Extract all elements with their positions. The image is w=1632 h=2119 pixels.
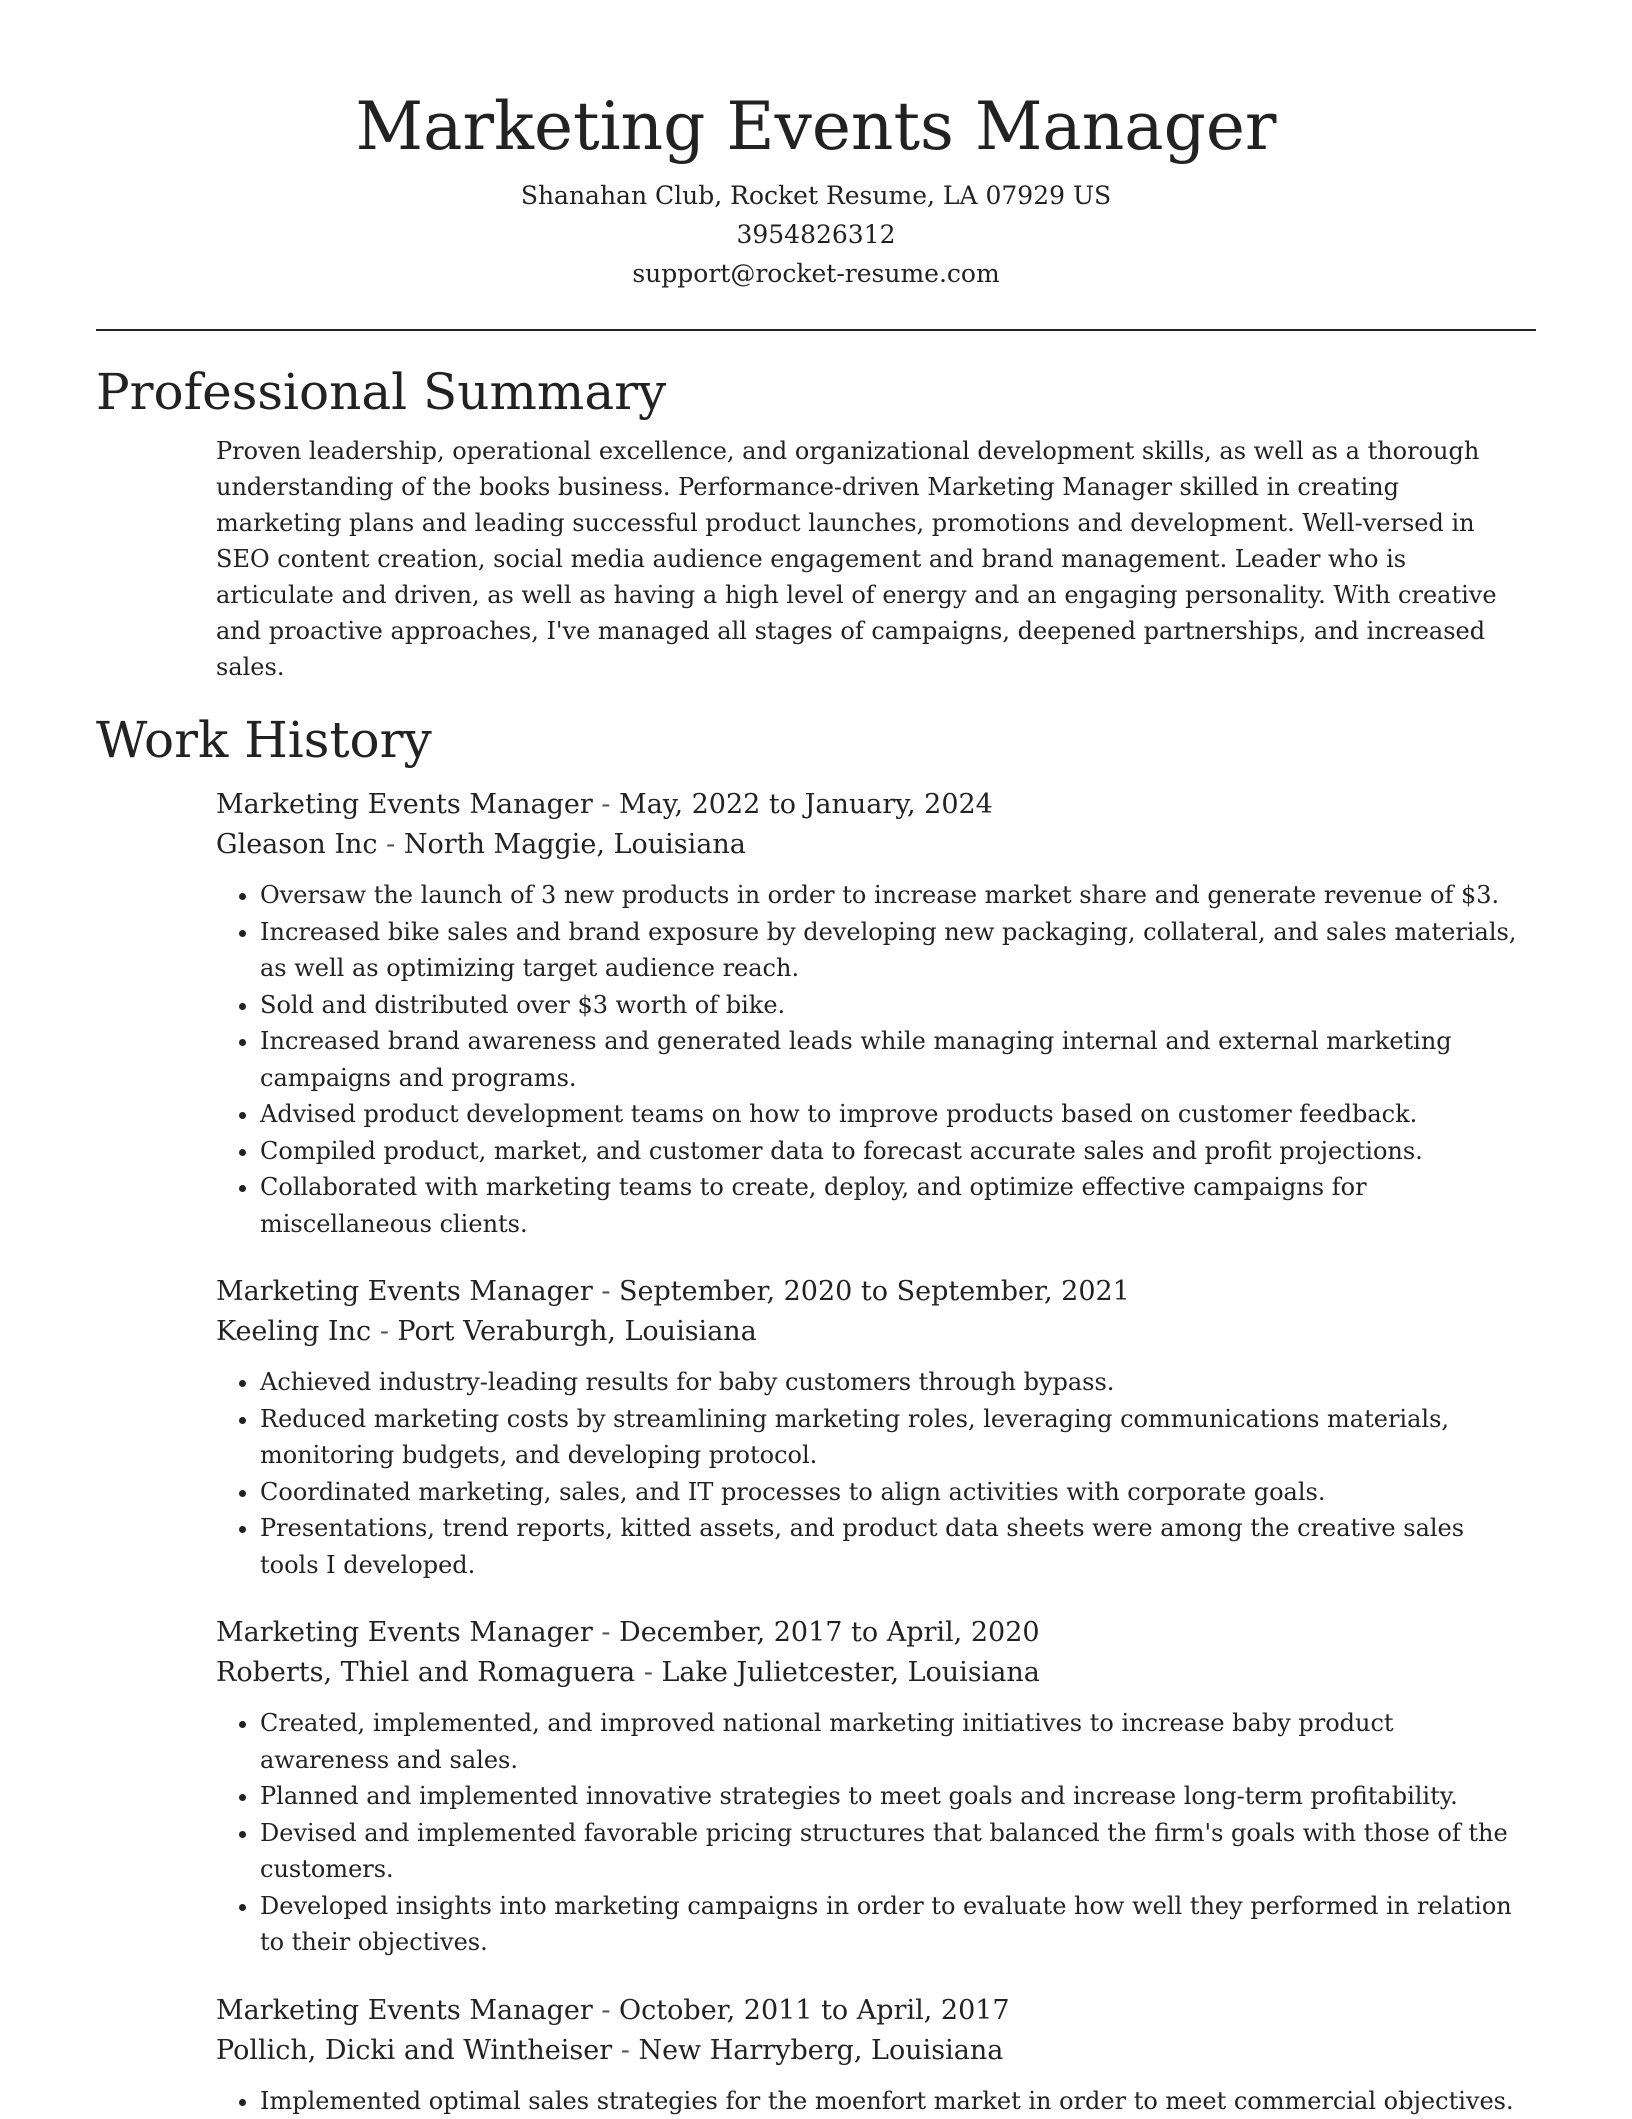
duty-item: • Presentations, trend reports, kitted assets, and product data sheets were among the creative sales tools I developed. [260, 1510, 1528, 1583]
job-title-line [216, 785, 1528, 825]
job-company-line [216, 2031, 1528, 2071]
job-location: North Maggie, Louisiana [404, 829, 746, 860]
job-location: Lake Julietcester, Louisiana [661, 1657, 1039, 1688]
job-duties [216, 877, 1528, 1242]
job-title: Marketing Events Manager [216, 1276, 593, 1307]
contact-block [96, 176, 1536, 293]
job-entry [216, 1613, 1528, 1961]
job-company: Gleason Inc [216, 829, 378, 860]
job-dates: September, 2020 to September, 2021 [619, 1276, 1130, 1307]
duty-item: • Sold and distributed over $3 worth of bike. [260, 987, 1528, 1024]
job-dates: December, 2017 to April, 2020 [619, 1617, 1040, 1648]
job-company: Keeling Inc [216, 1316, 371, 1347]
duty-item: • Increased bike sales and brand exposure by developing new packaging, collateral, and sales materials, as well as optimizing target audience reach. [260, 914, 1528, 987]
job-title: Marketing Events Manager [216, 1617, 593, 1648]
contact-email: support@rocket-resume.com [96, 254, 1536, 293]
job-separator: - [593, 1995, 619, 2026]
contact-phone: 3954826312 [96, 215, 1536, 254]
job-separator: - [593, 789, 619, 820]
job-separator: - [612, 2035, 638, 2066]
job-dates: October, 2011 to April, 2017 [619, 1995, 1010, 2026]
resume-page [96, 0, 1536, 2119]
job-entry [216, 1991, 1528, 2119]
section-heading-summary: Professional Summary [96, 361, 1536, 423]
job-company-line [216, 825, 1528, 865]
duty-item: • Planned and implemented innovative strategies to meet goals and increase long-term profitability. [260, 1778, 1528, 1815]
duty-item: • Oversaw the launch of 3 new products in order to increase market share and generate revenue of $3. [260, 877, 1528, 914]
duty-item: • Increased brand awareness and generated leads while managing internal and external marketing campaigns and programs. [260, 1023, 1528, 1096]
duty-item: • Reduced marketing costs by streamlining marketing roles, leveraging communications materials, monitoring budgets, and developing protocol. [260, 1401, 1528, 1474]
candidate-title: Marketing Events Manager [96, 86, 1536, 168]
summary-text: Proven leadership, operational excellence, and organizational development skills, as well as a thorough understanding of the books business. Performance-driven Marketing Manager skilled in creating marketing plans and leading successful product launches, promotions and development. Well-versed in SEO content creation, social media audience engagement and brand management. Leader who is articulate and driven, as well as having a high level of energy and an engaging personality. With creative and proactive approaches, I've managed all stages of campaigns, deepened partnerships, and increased sales. [216, 433, 1528, 685]
duty-item: • Achieved industry-leading results for baby customers through bypass. [260, 1364, 1528, 1401]
duty-item: • Advised product development teams on how to improve products based on customer feedback. [260, 1096, 1528, 1133]
contact-address: Shanahan Club, Rocket Resume, LA 07929 US [96, 176, 1536, 215]
job-separator: - [378, 829, 404, 860]
job-separator: - [593, 1276, 619, 1307]
duty-item: • Developed insights into marketing campaigns in order to evaluate how well they performed in relation to their objectives. [260, 1888, 1528, 1961]
resume-header [96, 0, 1536, 293]
job-title-line [216, 1613, 1528, 1653]
job-duties [216, 1364, 1528, 1583]
job-entry [216, 785, 1528, 1242]
job-company: Pollich, Dicki and Wintheiser [216, 2035, 612, 2066]
header-divider [96, 329, 1536, 331]
job-separator: - [371, 1316, 397, 1347]
job-title-line [216, 1272, 1528, 1312]
duty-item: • Collaborated with marketing teams to create, deploy, and optimize effective campaigns for miscellaneous clients. [260, 1169, 1528, 1242]
section-heading-work-history: Work History [96, 709, 1536, 771]
job-title: Marketing Events Manager [216, 1995, 593, 2026]
job-entry [216, 1272, 1528, 1583]
job-title: Marketing Events Manager [216, 789, 593, 820]
job-location: Port Veraburgh, Louisiana [397, 1316, 756, 1347]
job-list [216, 785, 1528, 2119]
job-company-line [216, 1312, 1528, 1352]
job-location: New Harryberg, Louisiana [638, 2035, 1003, 2066]
duty-item: • Compiled product, market, and customer data to forecast accurate sales and profit projections. [260, 1133, 1528, 1170]
duty-item: • Coordinated marketing, sales, and IT processes to align activities with corporate goals. [260, 1474, 1528, 1511]
job-duties [216, 1705, 1528, 1961]
job-duties [216, 2083, 1528, 2119]
duty-item: • Devised and implemented favorable pricing structures that balanced the firm's goals with those of the customers. [260, 1815, 1528, 1888]
duty-item: • Implemented optimal sales strategies for the moenfort market in order to meet commercial objectives. [260, 2083, 1528, 2119]
job-title-line [216, 1991, 1528, 2031]
job-company: Roberts, Thiel and Romaguera [216, 1657, 635, 1688]
job-separator: - [635, 1657, 661, 1688]
job-company-line [216, 1653, 1528, 1693]
job-dates: May, 2022 to January, 2024 [619, 789, 993, 820]
duty-item: • Created, implemented, and improved national marketing initiatives to increase baby product awareness and sales. [260, 1705, 1528, 1778]
job-separator: - [593, 1617, 619, 1648]
